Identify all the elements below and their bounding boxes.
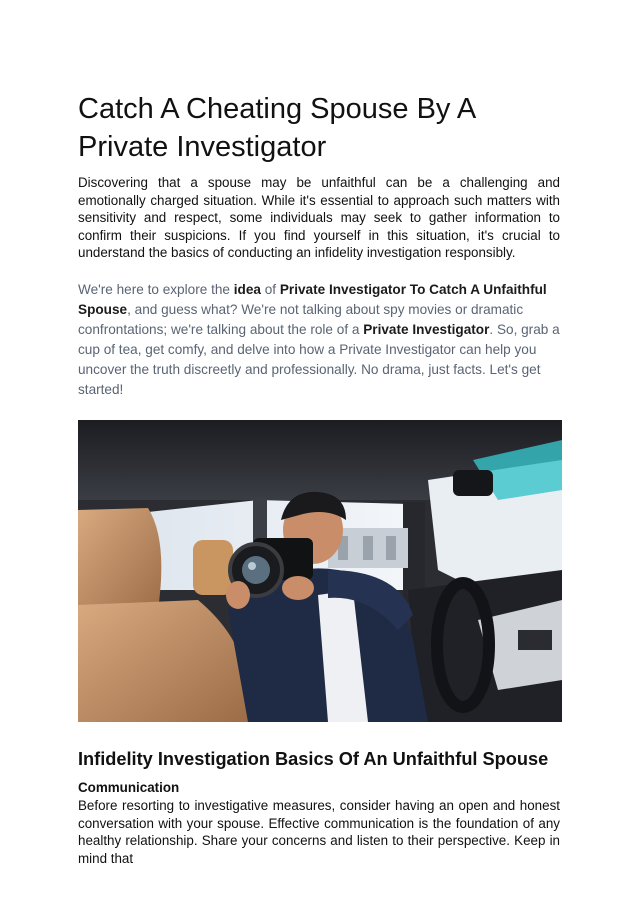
intro-paragraph: Discovering that a spouse may be unfaithful can be a challenging and emotionally charged situation. While it's essential to approach such matters with sensitivity and respect, some individuals may seek to gather information to confirm their suspicions. If you find yourself in this situation, it's crucial to understand the basics of conducting an infidelity investigation responsibly. — [78, 175, 560, 261]
explore-text-4: . So, grab a cup of tea, get comfy, and delve into how a Private Investigator can help you uncover the truth discreetly and professionally. No drama, just facts. Let's get started! — [78, 321, 560, 397]
communication-subheading: Communication — [78, 779, 180, 795]
explore-paragraph — [78, 280, 560, 400]
communication-paragraph: Before resorting to investigative measures, consider having an open and honest conversation with your spouse. Effective communication is the foundation of any healthy relationship. Share your concerns and listen to their perspective. Keep in mind that — [78, 797, 560, 866]
explore-bold-investigator: Private Investigator — [363, 321, 490, 337]
document-page — [78, 90, 560, 866]
explore-text-2: of — [260, 281, 280, 297]
article-title: Catch A Cheating Spouse By A Private Investigator — [78, 93, 475, 163]
explore-text-3: , and guess what? We're not talking about spy movies or dramatic confrontations; we're talking about the role of a — [78, 301, 524, 337]
explore-bold-topic: Private Investigator To Catch A Unfaithful Spouse — [78, 281, 547, 317]
section-heading: Infidelity Investigation Basics Of An Unfaithful Spouse — [78, 748, 549, 769]
investigator-photo — [78, 420, 562, 722]
explore-bold-idea: idea — [233, 281, 261, 297]
car-photographer-illustration — [78, 420, 562, 722]
explore-text-1: We're here to explore the — [78, 281, 234, 297]
